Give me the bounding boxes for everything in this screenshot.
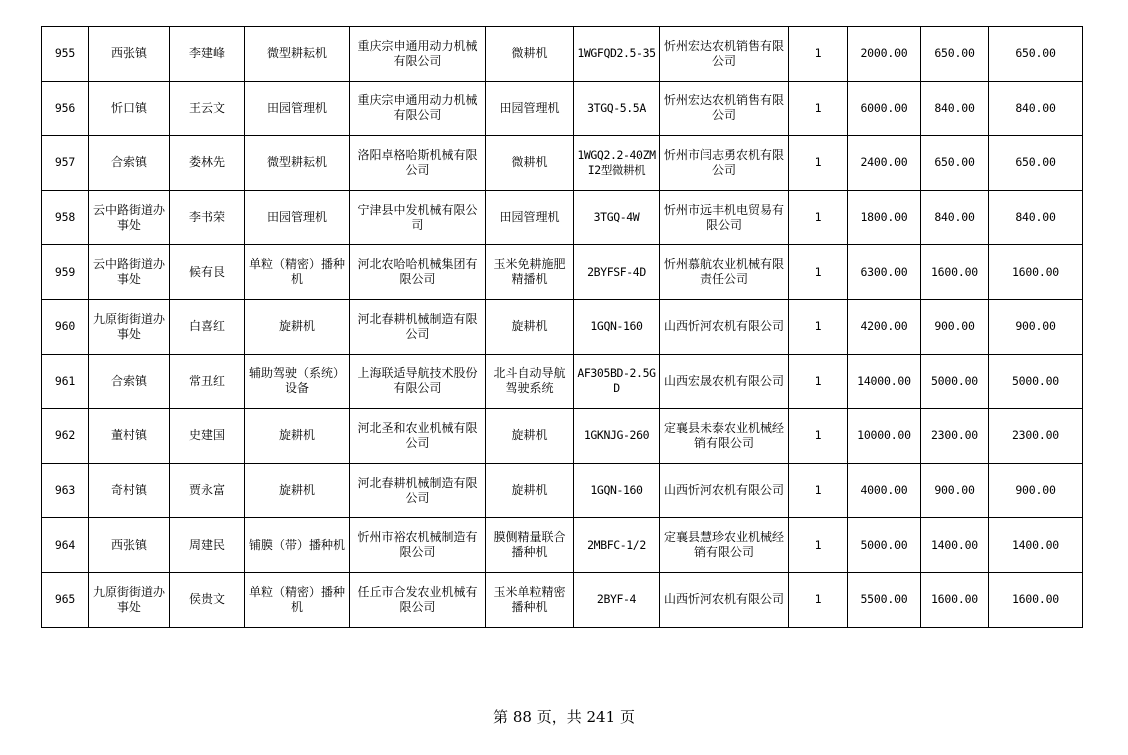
cell-buyer-name: 贾永富 [170,463,245,518]
cell-seq-no: 958 [42,190,89,245]
cell-central-subsidy: 900.00 [921,299,989,354]
cell-dealer: 山西宏晟农机有限公司 [660,354,789,409]
cell-product-name: 玉米免耕施肥精播机 [486,245,574,300]
cell-buyer-name: 李书荣 [170,190,245,245]
page-footer [0,706,1128,727]
cell-dealer: 忻州市闫志勇农机有限公司 [660,136,789,191]
cell-model: AF305BD-2.5GD [574,354,660,409]
table-row [42,518,1083,573]
cell-manufacturer: 宁津县中发机械有限公司 [350,190,486,245]
footer-suffix: 页 [619,708,635,726]
cell-dealer: 山西忻河农机有限公司 [660,572,789,627]
cell-quantity: 1 [789,136,848,191]
cell-town: 西张镇 [89,27,170,82]
cell-model: 1GQN-160 [574,299,660,354]
cell-sale-price: 5000.00 [848,518,921,573]
cell-quantity: 1 [789,245,848,300]
cell-total-subsidy: 840.00 [989,81,1083,136]
cell-machine-category: 铺膜（带）播种机 [245,518,350,573]
cell-central-subsidy: 840.00 [921,81,989,136]
table-row [42,572,1083,627]
cell-machine-category: 微型耕耘机 [245,136,350,191]
table-body [42,27,1083,628]
cell-model: 3TGQ-4W [574,190,660,245]
cell-model: 1WGFQD2.5-35 [574,27,660,82]
cell-dealer: 忻州慕航农业机械有限责任公司 [660,245,789,300]
table-row [42,463,1083,518]
cell-central-subsidy: 650.00 [921,27,989,82]
cell-buyer-name: 李建峰 [170,27,245,82]
cell-town: 九原街街道办事处 [89,572,170,627]
footer-prefix: 第 [493,708,509,726]
cell-seq-no: 959 [42,245,89,300]
total-pages-number: 241 [586,708,616,726]
cell-total-subsidy: 1600.00 [989,245,1083,300]
cell-product-name: 旋耕机 [486,463,574,518]
cell-product-name: 田园管理机 [486,190,574,245]
cell-buyer-name: 侯贵文 [170,572,245,627]
cell-seq-no: 961 [42,354,89,409]
cell-seq-no: 960 [42,299,89,354]
cell-buyer-name: 史建国 [170,409,245,464]
cell-central-subsidy: 650.00 [921,136,989,191]
cell-sale-price: 6000.00 [848,81,921,136]
cell-town: 合索镇 [89,354,170,409]
cell-buyer-name: 王云文 [170,81,245,136]
cell-seq-no: 963 [42,463,89,518]
cell-seq-no: 962 [42,409,89,464]
cell-central-subsidy: 1600.00 [921,245,989,300]
cell-central-subsidy: 1400.00 [921,518,989,573]
cell-dealer: 忻州宏达农机销售有限公司 [660,27,789,82]
cell-manufacturer: 任丘市合发农业机械有限公司 [350,572,486,627]
cell-model: 2MBFC-1/2 [574,518,660,573]
cell-quantity: 1 [789,27,848,82]
cell-model: 1GQN-160 [574,463,660,518]
table-row [42,299,1083,354]
cell-total-subsidy: 1400.00 [989,518,1083,573]
cell-town: 奇村镇 [89,463,170,518]
cell-town: 董村镇 [89,409,170,464]
cell-central-subsidy: 5000.00 [921,354,989,409]
cell-manufacturer: 河北春耕机械制造有限公司 [350,463,486,518]
table-row [42,81,1083,136]
cell-quantity: 1 [789,81,848,136]
cell-sale-price: 4000.00 [848,463,921,518]
cell-model: 2BYF-4 [574,572,660,627]
cell-model: 3TGQ-5.5A [574,81,660,136]
cell-central-subsidy: 900.00 [921,463,989,518]
cell-quantity: 1 [789,463,848,518]
cell-model: 1WGQ2.2-40ZMI2型微耕机 [574,136,660,191]
cell-machine-category: 旋耕机 [245,299,350,354]
cell-manufacturer: 上海联适导航技术股份有限公司 [350,354,486,409]
cell-total-subsidy: 900.00 [989,463,1083,518]
current-page-number: 88 [512,708,532,726]
cell-sale-price: 5500.00 [848,572,921,627]
table-row [42,409,1083,464]
cell-product-name: 微耕机 [486,27,574,82]
cell-seq-no: 965 [42,572,89,627]
cell-model: 2BYFSF-4D [574,245,660,300]
cell-dealer: 忻州市远丰机电贸易有限公司 [660,190,789,245]
cell-central-subsidy: 2300.00 [921,409,989,464]
cell-seq-no: 957 [42,136,89,191]
cell-buyer-name: 周建民 [170,518,245,573]
cell-sale-price: 2000.00 [848,27,921,82]
cell-total-subsidy: 1600.00 [989,572,1083,627]
cell-quantity: 1 [789,190,848,245]
cell-total-subsidy: 650.00 [989,136,1083,191]
cell-town: 合索镇 [89,136,170,191]
cell-quantity: 1 [789,299,848,354]
cell-town: 云中路街道办事处 [89,190,170,245]
cell-product-name: 旋耕机 [486,299,574,354]
table-row [42,245,1083,300]
cell-sale-price: 2400.00 [848,136,921,191]
cell-town: 西张镇 [89,518,170,573]
table-row [42,27,1083,82]
footer-middle: 页，共 [536,708,582,726]
cell-buyer-name: 娄林先 [170,136,245,191]
cell-buyer-name: 常丑红 [170,354,245,409]
cell-buyer-name: 白喜红 [170,299,245,354]
cell-total-subsidy: 2300.00 [989,409,1083,464]
cell-total-subsidy: 900.00 [989,299,1083,354]
cell-product-name: 北斗自动导航驾驶系统 [486,354,574,409]
cell-dealer: 山西忻河农机有限公司 [660,299,789,354]
cell-sale-price: 1800.00 [848,190,921,245]
cell-machine-category: 旋耕机 [245,409,350,464]
cell-product-name: 玉米单粒精密播种机 [486,572,574,627]
cell-sale-price: 4200.00 [848,299,921,354]
cell-total-subsidy: 5000.00 [989,354,1083,409]
cell-product-name: 微耕机 [486,136,574,191]
cell-sale-price: 10000.00 [848,409,921,464]
cell-central-subsidy: 1600.00 [921,572,989,627]
table-row [42,136,1083,191]
cell-central-subsidy: 840.00 [921,190,989,245]
cell-machine-category: 单粒（精密）播种机 [245,572,350,627]
cell-machine-category: 辅助驾驶（系统）设备 [245,354,350,409]
cell-product-name: 旋耕机 [486,409,574,464]
cell-manufacturer: 忻州市裕农机械制造有限公司 [350,518,486,573]
table-row [42,354,1083,409]
cell-machine-category: 田园管理机 [245,81,350,136]
cell-total-subsidy: 840.00 [989,190,1083,245]
cell-machine-category: 田园管理机 [245,190,350,245]
cell-manufacturer: 重庆宗申通用动力机械有限公司 [350,27,486,82]
cell-quantity: 1 [789,409,848,464]
cell-sale-price: 6300.00 [848,245,921,300]
cell-seq-no: 956 [42,81,89,136]
cell-town: 九原街街道办事处 [89,299,170,354]
cell-machine-category: 单粒（精密）播种机 [245,245,350,300]
cell-manufacturer: 洛阳卓格哈斯机械有限公司 [350,136,486,191]
cell-seq-no: 955 [42,27,89,82]
cell-machine-category: 旋耕机 [245,463,350,518]
cell-manufacturer: 河北春耕机械制造有限公司 [350,299,486,354]
cell-dealer: 山西忻河农机有限公司 [660,463,789,518]
table-row [42,190,1083,245]
cell-buyer-name: 候有艮 [170,245,245,300]
cell-product-name: 田园管理机 [486,81,574,136]
cell-quantity: 1 [789,518,848,573]
cell-sale-price: 14000.00 [848,354,921,409]
subsidy-table [41,26,1083,628]
cell-dealer: 忻州宏达农机销售有限公司 [660,81,789,136]
cell-dealer: 定襄县未泰农业机械经销有限公司 [660,409,789,464]
cell-dealer: 定襄县慧珍农业机械经销有限公司 [660,518,789,573]
cell-manufacturer: 河北圣和农业机械有限公司 [350,409,486,464]
cell-total-subsidy: 650.00 [989,27,1083,82]
cell-town: 云中路街道办事处 [89,245,170,300]
cell-manufacturer: 河北农哈哈机械集团有限公司 [350,245,486,300]
cell-manufacturer: 重庆宗申通用动力机械有限公司 [350,81,486,136]
cell-quantity: 1 [789,572,848,627]
cell-machine-category: 微型耕耘机 [245,27,350,82]
cell-quantity: 1 [789,354,848,409]
cell-seq-no: 964 [42,518,89,573]
cell-model: 1GKNJG-260 [574,409,660,464]
cell-product-name: 膜侧精量联合播种机 [486,518,574,573]
cell-town: 忻口镇 [89,81,170,136]
